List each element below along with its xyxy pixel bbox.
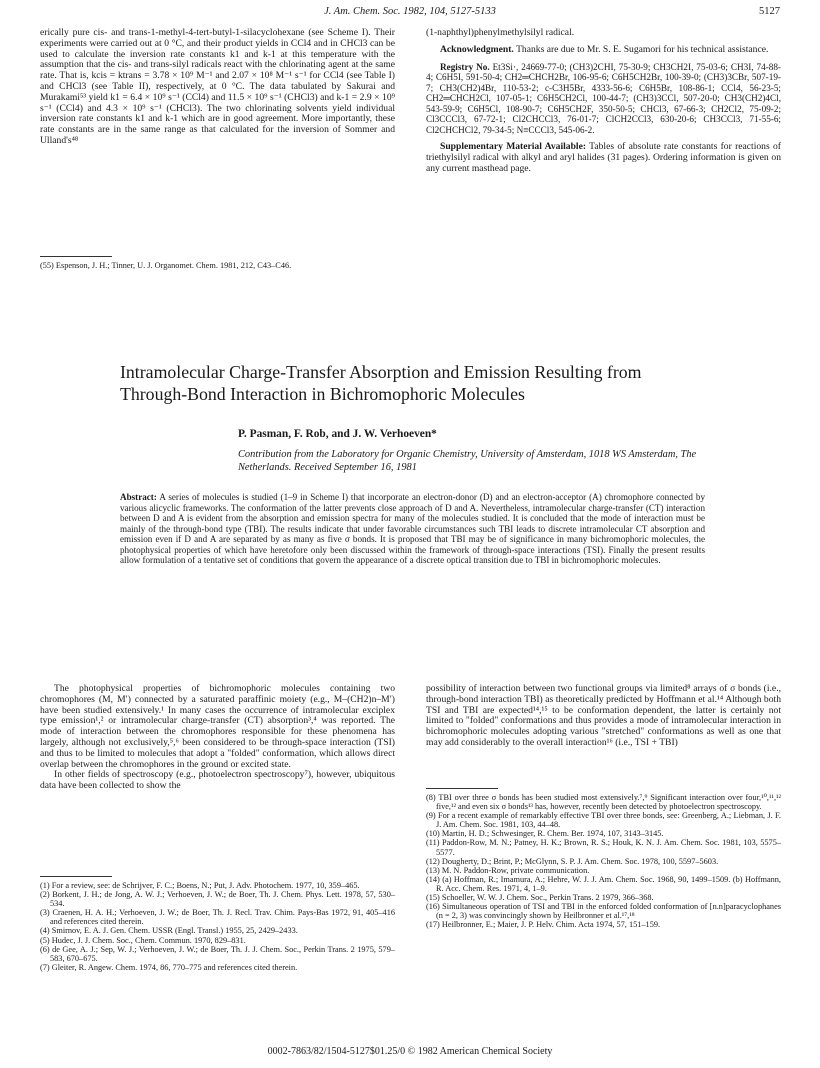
abstract-text: A series of molecules is studied (1–9 in Scheme I) that incorporate an electron-donor (D) and an electron-acceptor (A) chromophore connected by various alicyclic frameworks. The conformation of the latter prevents close approach of D and A. Nevertheless, intramolecular charge-transfer (CT) interaction between D and A is evident from the absorption and emission spectra for many of the molecules studied. It is concluded that the mode of interaction must be mainly of the through-bond type (TBI). The results indicate that under favorable circumstances such TBI leads to discrete intramolecular CT absorption and emission even if D and A are separated by as many as five σ bonds. It is proposed that TBI may be of significance in many bichromophoric molecules, the photophysical properties of which have heretofore only been discussed within the framework of through-space interactions (TSI). Finally the present results allow formulation of a tentative set of conditions that govern the appearance of a discrete optical transition due to TBI in bichromophoric molecules. <box>120 492 705 565</box>
body-left-column <box>40 684 395 792</box>
footnote: (1) For a review, see: de Schrijver, F. C.; Boens, N.; Put, J. Adv. Photochem. 1977, 10, 359–465. <box>40 881 360 890</box>
footnote-rule <box>426 788 498 789</box>
body-paragraph: In other fields of spectroscopy (e.g., photoelectron spectroscopy⁷), however, ubiquitous data have been collected to show the <box>40 769 395 792</box>
body-paragraph: The photophysical properties of bichromophoric molecules containing two chromophores (M, M′) connected by a saturated paraffinic moiety (e.g., M–(CH2)n–M′) have been studied extensively.¹ In many cases the occurrence of intramolecular exciplex type emission¹,² or intramolecular charge-transfer (CT) absorption³,⁴ was reported. The mode of interaction between the chromophores responsible for these phenomena has largely, although not exclusively,⁵,⁶ been considered to be through-space interaction (TSI) and thus to be limited to molecules that adopt a "folded" conformation, which allows direct overlap between the chromophores in the ground or excited state. <box>40 683 395 770</box>
footnote: (13) M. N. Paddon-Row, private communication. <box>426 865 590 875</box>
acknowledgment: Acknowledgment. Thanks are due to Mr. S. E. Sugamori for his technical assistance. <box>440 43 769 55</box>
prev-article-left-text: erically pure cis- and trans-1-methyl-4-tert-butyl-1-silacyclohexane (see Scheme I). Their experiments were carried out at 0 °C, and their product yields in CCl4 and in CHCl3 can be used to calculate the inversion rate constants k1 and k-1 at this temperature with the assumption that the cis- and trans-silyl radicals react with the chlorinating agent at the same rate. That is, kcis = ktrans = 3.78 × 10⁹ M⁻¹ and 2.07 × 10⁸ M⁻¹ s⁻¹ for CCl4 (see Table I) and CHCl3 (see Table II), respectively, at 0 °C. The data tabulated by Sakurai and Murakami⁵³ yield k1 = 6.4 × 10⁹ s⁻¹ (CCl4) and 11.5 × 10⁹ s⁻¹ (CHCl3) and k-1 = 2.9 × 10⁹ s⁻¹ (CCl4) and 4.3 × 10⁹ s⁻¹ (CHCl3). The two chlorinating solvents yield individual inversion rate constants k1 and k-1 which are in good agreement. More importantly, these rate constants are in the same range as that calculated for the inversion of Sommer and Ulland's⁴⁸ <box>40 27 395 146</box>
footnote: (8) TBI over three σ bonds has been studied most extensively.⁷,⁹ Significant interaction over four,¹⁰,¹¹,¹² five,¹² and even six σ bonds¹³ has, however, recently been detected by photoelectron spectroscopy. <box>426 793 781 812</box>
abstract <box>120 492 705 566</box>
body-right-column <box>426 684 781 749</box>
footnote: (17) Heilbronner, E.; Maier, J. P. Helv. Chim. Acta 1974, 57, 151–159. <box>426 920 661 930</box>
article-authors: P. Pasman, F. Rob, and J. W. Verhoeven* <box>238 428 437 440</box>
footnote-rule <box>40 256 112 257</box>
body-paragraph: possibility of interaction between two functional groups via limited⁸ arrays of σ bonds (i.e., through-bond interaction TBI) as theoretically predicted by Hoffmann et al.¹⁴ Although both TSI and TBI are expected¹⁴,¹⁵ to be conformation dependent, the latter is certainly not limited to "folded" conformations and thus provides a mode of intramolecular interaction in bichromophoric molecules adopting various "stretched" conformations as well as one that may add considerably to the overall interaction¹⁶ (i.e., TSI + TBI) <box>426 683 781 748</box>
footnotes-right <box>426 793 781 929</box>
footnote: (7) Gleiter, R. Angew. Chem. 1974, 86, 770–775 and references cited therein. <box>40 962 298 972</box>
footnote: (10) Martin, H. D.; Schwesinger, R. Chem. Ber. 1974, 107, 3143–3145. <box>426 829 664 839</box>
page-number: 5127 <box>759 6 780 17</box>
footnote: (5) Hudec, J. J. Chem. Soc., Chem. Commun. 1970, 829–831. <box>40 935 246 945</box>
registry-numbers: Registry No. Et3Si·, 24669-77-0; (CH3)2CHI, 75-30-9; CH3CH2I, 75-03-6; CH3I, 74-88-4; C6H5I, 591-50-4; CH2═CHCH2Br, 106-95-6; C6H5CH2Br, 100-39-0; (CH3)3CBr, 507-19-7; CH3(CH2)4Br, 110-53-2; c-C3H5Br, 4333-56-6; C6H5Br, 108-86-1; CCl4, 56-23-5; CH2═CHCH2Cl, 107-05-1; C6H5CH2Cl, 100-44-7; (CH3)3CCl, 507-20-0; CH3(CH2)4Cl, 543-59-9; C6H5Cl, 108-90-7; C6H5CH2F, 350-50-5; CHCl3, 67-66-3; CH2Cl2, 75-09-2; Cl3CCCl3, 67-72-1; Cl2CHCCl3, 76-01-7; ClCH2CCl3, 630-20-6; CH3CCl3, 71-55-6; Cl2CHCHCl2, 79-34-5; N≡CCCl3, 545-06-2. <box>426 61 781 135</box>
footnote: (3) Craenen, H. A. H.; Verhoeven, J. W.; de Boer, Th. J. Recl. Trav. Chim. Pays-Bas 1972, 91, 405–416 and references cited therein. <box>40 908 395 927</box>
page-footer: 0002-7863/82/1504-5127$01.25/0 © 1982 American Chemical Society <box>267 1046 553 1057</box>
footnote-rule <box>40 876 112 877</box>
running-header <box>40 6 780 22</box>
footnote: (15) Schoeller, W. W. J. Chem. Soc., Perkin Trans. 2 1979, 366–368. <box>426 893 654 903</box>
footnotes-left <box>40 881 395 972</box>
footnote: (12) Dougherty, D.; Brint, P.; McGlynn, S. P. J. Am. Chem. Soc. 1978, 100, 5597–5603. <box>426 856 719 866</box>
prev-article-footnote: (55) Espenson, J. H.; Tinner, U. J. Organomet. Chem. 1981, 212, C43–C46. <box>40 261 292 270</box>
footnote: (11) Paddon-Row, M. N.; Patney, H. K.; Brown, R. S.; Houk, K. N. J. Am. Chem. Soc. 1981, 103, 5575–5577. <box>426 838 781 857</box>
journal-citation: J. Am. Chem. Soc. 1982, 104, 5127-5133 <box>324 6 496 17</box>
footnote: (14) (a) Hoffman, R.; Imamura, A.; Hehre, W. J. J. Am. Chem. Soc. 1968, 90, 1499–1509. (b) Hoffmann, R. Acc. Chem. Res. 1971, 4, 1–9. <box>426 874 781 893</box>
prev-article-right-column <box>426 28 781 174</box>
prev-article-continuation: (1-naphthyl)phenylmethylsilyl radical. <box>426 27 575 38</box>
footnote: (16) Simultaneous operation of TSI and TBI in the enforced folded conformation of [n.n]paracyclophanes (n = 2, 3) was convincingly shown by Heilbronner et al.¹⁷,¹⁸ <box>426 902 781 921</box>
footnote: (9) For a recent example of remarkably effective TBI over three bonds, see: Greenberg, A.; Liebman, J. F. J. Am. Chem. Soc. 1981, 103, 44–48. <box>426 811 781 830</box>
footnote: (4) Smirnov, E. A. J. Gen. Chem. USSR (Engl. Transl.) 1955, 25, 2429–2433. <box>40 926 298 936</box>
abstract-label: Abstract: <box>120 492 157 502</box>
article-title: Intramolecular Charge-Transfer Absorption and Emission Resulting from Through-Bond Interaction in Bichromophoric Molecules <box>120 362 642 404</box>
article-affiliation: Contribution from the Laboratory for Organic Chemistry, University of Amsterdam, 1018 WS Amsterdam, The Netherlands. Received September 16, 1981 <box>238 449 697 473</box>
supplementary-material: Supplementary Material Available: Tables of absolute rate constants for reactions of triethylsilyl radical with alkyl and aryl halides (31 pages). Ordering information is given on any current masthead page. <box>426 141 781 174</box>
footnote: (2) Borkent, J. H.; de Jong, A. W. J.; Verhoeven, J. W.; de Boer, Th. J. Chem. Phys. Lett. 1978, 57, 530–534. <box>40 890 395 909</box>
footnote: (6) de Gee, A. J.; Sep, W. J.; Verhoeven, J. W.; de Boer, Th. J. J. Chem. Soc., Perkin Trans. 2 1975, 579–583, 670–675. <box>40 944 395 963</box>
